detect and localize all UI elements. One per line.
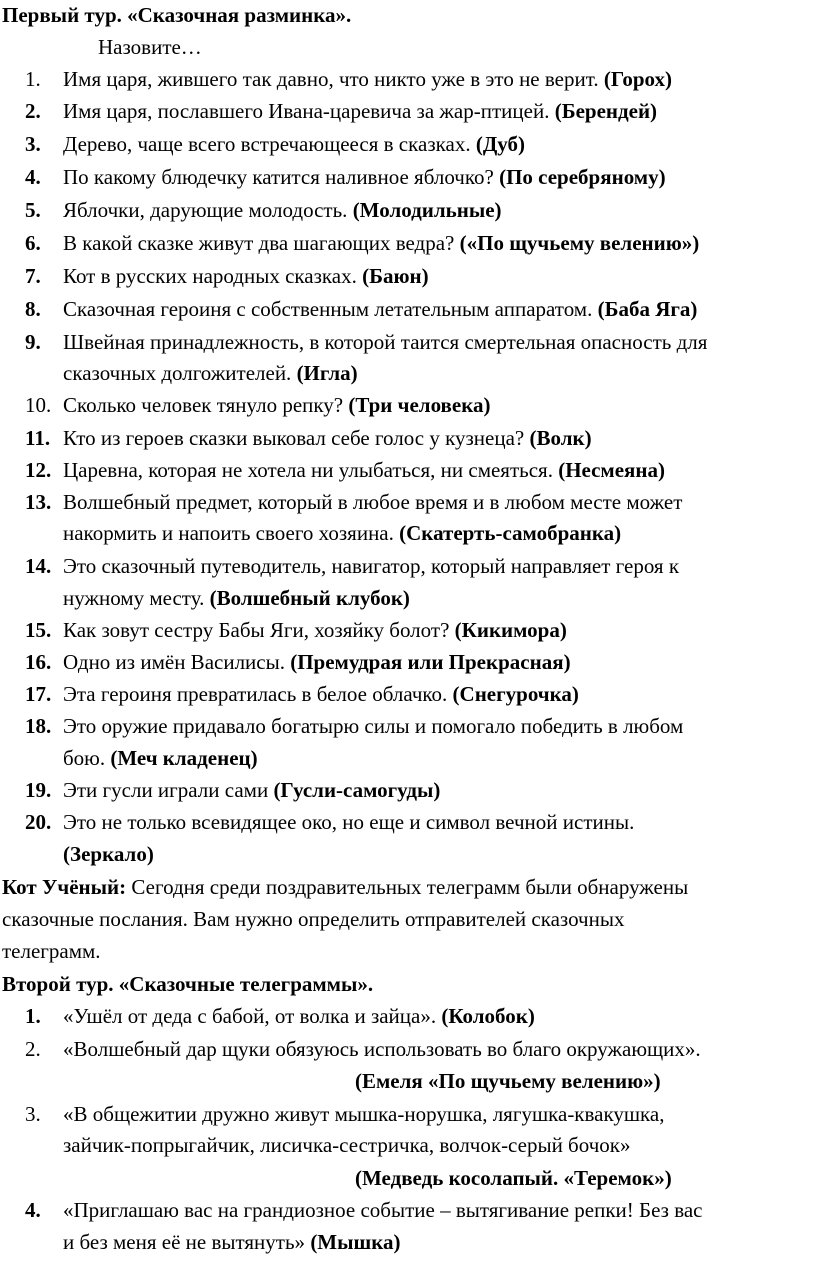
question-text: Имя царя, пославшего Ивана-царевича за жар-птицей. — [63, 99, 550, 123]
question-text: Сказочная героиня с собственным летательным аппаратом. — [63, 297, 593, 321]
question-text: Яблочки, дарующие молодость. — [63, 198, 353, 222]
round1-intro: Назовите… — [98, 35, 202, 59]
question-answer: (Премудрая или Прекрасная) — [290, 650, 571, 674]
question-number: 12. — [25, 458, 52, 482]
question-text: Одно из имён Василисы. — [63, 650, 291, 674]
question-text: Это сказочный путеводитель, навигатор, который направляет героя к — [63, 554, 680, 578]
telegram-text: и без меня её не вытянуть» — [63, 1230, 306, 1254]
question-number: 9. — [25, 330, 41, 354]
question-text: Эта героиня превратилась в белое облачко. — [63, 682, 448, 706]
question-answer: (Горох) — [603, 67, 672, 91]
question-number: 19. — [25, 778, 52, 802]
question-text: Имя царя, жившего так давно, что никто уже в это не верит. — [63, 67, 599, 91]
question-answer: (Снегурочка) — [452, 682, 579, 706]
telegram-number: 3. — [25, 1102, 41, 1126]
question-text: Волшебный предмет, который в любое время и в любом месте может — [63, 490, 683, 514]
question-text: нужному месту. — [63, 586, 205, 610]
cat-paragraph-line — [2, 872, 688, 902]
question-text: В какой сказке живут два шагающих ведра? — [63, 231, 460, 255]
question-text: сказочных долгожителей. — [63, 361, 297, 385]
question-number: 18. — [25, 714, 52, 738]
question-number: 17. — [25, 682, 52, 706]
question-answer: (Кикимора) — [454, 618, 567, 642]
question-answer: (Игла) — [296, 361, 358, 385]
question-answer: (Гусли-самогуды) — [273, 778, 441, 802]
question-text: По какому блюдечку катится наливное яблочко? — [63, 165, 494, 189]
telegram-answer: (Мышка) — [310, 1230, 401, 1254]
telegram-number: 2. — [25, 1037, 41, 1061]
cat-text: Сегодня среди поздравительных телеграмм были обнаружены — [131, 875, 689, 899]
question-answer: (Баюн) — [362, 264, 429, 288]
telegram-number: 4. — [25, 1198, 41, 1222]
round1-title: Первый тур. «Сказочная разминка». — [2, 3, 352, 27]
question-text: бою. — [63, 746, 106, 770]
question-number: 15. — [25, 618, 52, 642]
question-text: Это оружие придавало богатырю силы и помогало победить в любом — [63, 714, 684, 738]
question-number: 16. — [25, 650, 52, 674]
question-text: Сколько человек тянуло репку? — [63, 393, 344, 417]
question-answer: (Меч кладенец) — [110, 746, 258, 770]
round2-title: Второй тур. «Сказочные телеграммы». — [2, 972, 374, 996]
cat-speaker: Кот Учёный: — [2, 875, 127, 899]
question-text: Кто из героев сказки выковал себе голос у кузнеца? — [63, 426, 530, 450]
question-text: Эти гусли играли сами — [63, 778, 269, 802]
question-number: 1. — [25, 67, 41, 91]
question-answer: (Волк) — [529, 426, 592, 450]
question-number: 10. — [25, 393, 52, 417]
question-number: 13. — [25, 490, 52, 514]
question-answer: (Зеркало) — [63, 842, 154, 866]
question-number: 2. — [25, 99, 41, 123]
question-number: 7. — [25, 264, 41, 288]
telegram-answer: (Колобок) — [441, 1004, 535, 1028]
telegram-number: 1. — [25, 1004, 41, 1028]
question-number: 14. — [25, 554, 52, 578]
question-answer: (Баба Яга) — [597, 297, 698, 321]
question-text: Швейная принадлежность, в которой таится смертельная опасность для — [63, 330, 708, 354]
question-answer: (Скатерть-самобранка) — [399, 521, 622, 545]
question-number: 11. — [25, 426, 51, 450]
question-answer: (Волшебный клубок) — [209, 586, 410, 610]
question-text: Дерево, чаще всего встречающееся в сказках. — [63, 132, 471, 156]
telegram-text: «Волшебный дар щуки обязуюсь использовать во благо окружающих». — [63, 1037, 701, 1061]
question-answer: (Три человека) — [348, 393, 491, 417]
question-answer: (Дуб) — [475, 132, 525, 156]
question-answer: (Несмеяна) — [558, 458, 666, 482]
telegram-answer: (Медведь косолапый. «Теремок») — [355, 1166, 672, 1190]
telegram-text: зайчик-попрыгайчик, лисичка-сестричка, волчок-серый бочок» — [63, 1133, 631, 1157]
question-answer: («По щучьему велению») — [459, 231, 700, 255]
question-number: 5. — [25, 198, 41, 222]
question-text: Это не только всевидящее око, но еще и символ вечной истины. — [63, 810, 635, 834]
question-text: накормить и напоить своего хозяина. — [63, 521, 394, 545]
question-text: Кот в русских народных сказках. — [63, 264, 363, 288]
question-text: Царевна, которая не хотела ни улыбаться, ни смеяться. — [63, 458, 559, 482]
telegram-text: «В общежитии дружно живут мышка-норушка, лягушка-квакушка, — [63, 1102, 665, 1126]
question-answer: (Молодильные) — [352, 198, 502, 222]
question-number: 6. — [25, 231, 41, 255]
question-number: 3. — [25, 132, 41, 156]
question-number: 20. — [25, 810, 52, 834]
question-number: 8. — [25, 297, 41, 321]
question-answer: (Берендей) — [554, 99, 658, 123]
telegram-text: «Ушёл от деда с бабой, от волка и зайца». — [63, 1004, 437, 1028]
cat-paragraph-line: телеграмм. — [2, 939, 101, 963]
telegram-text: «Приглашаю вас на грандиозное событие – вытягивание репки! Без вас — [63, 1198, 703, 1222]
question-number: 4. — [25, 165, 41, 189]
question-answer: (По серебряному) — [499, 165, 666, 189]
question-text: Как зовут сестру Бабы Яги, хозяйку болот? — [63, 618, 450, 642]
telegram-answer: (Емеля «По щучьему велению») — [355, 1069, 661, 1093]
cat-paragraph-line: сказочные послания. Вам нужно определить отправителей сказочных — [2, 907, 625, 931]
